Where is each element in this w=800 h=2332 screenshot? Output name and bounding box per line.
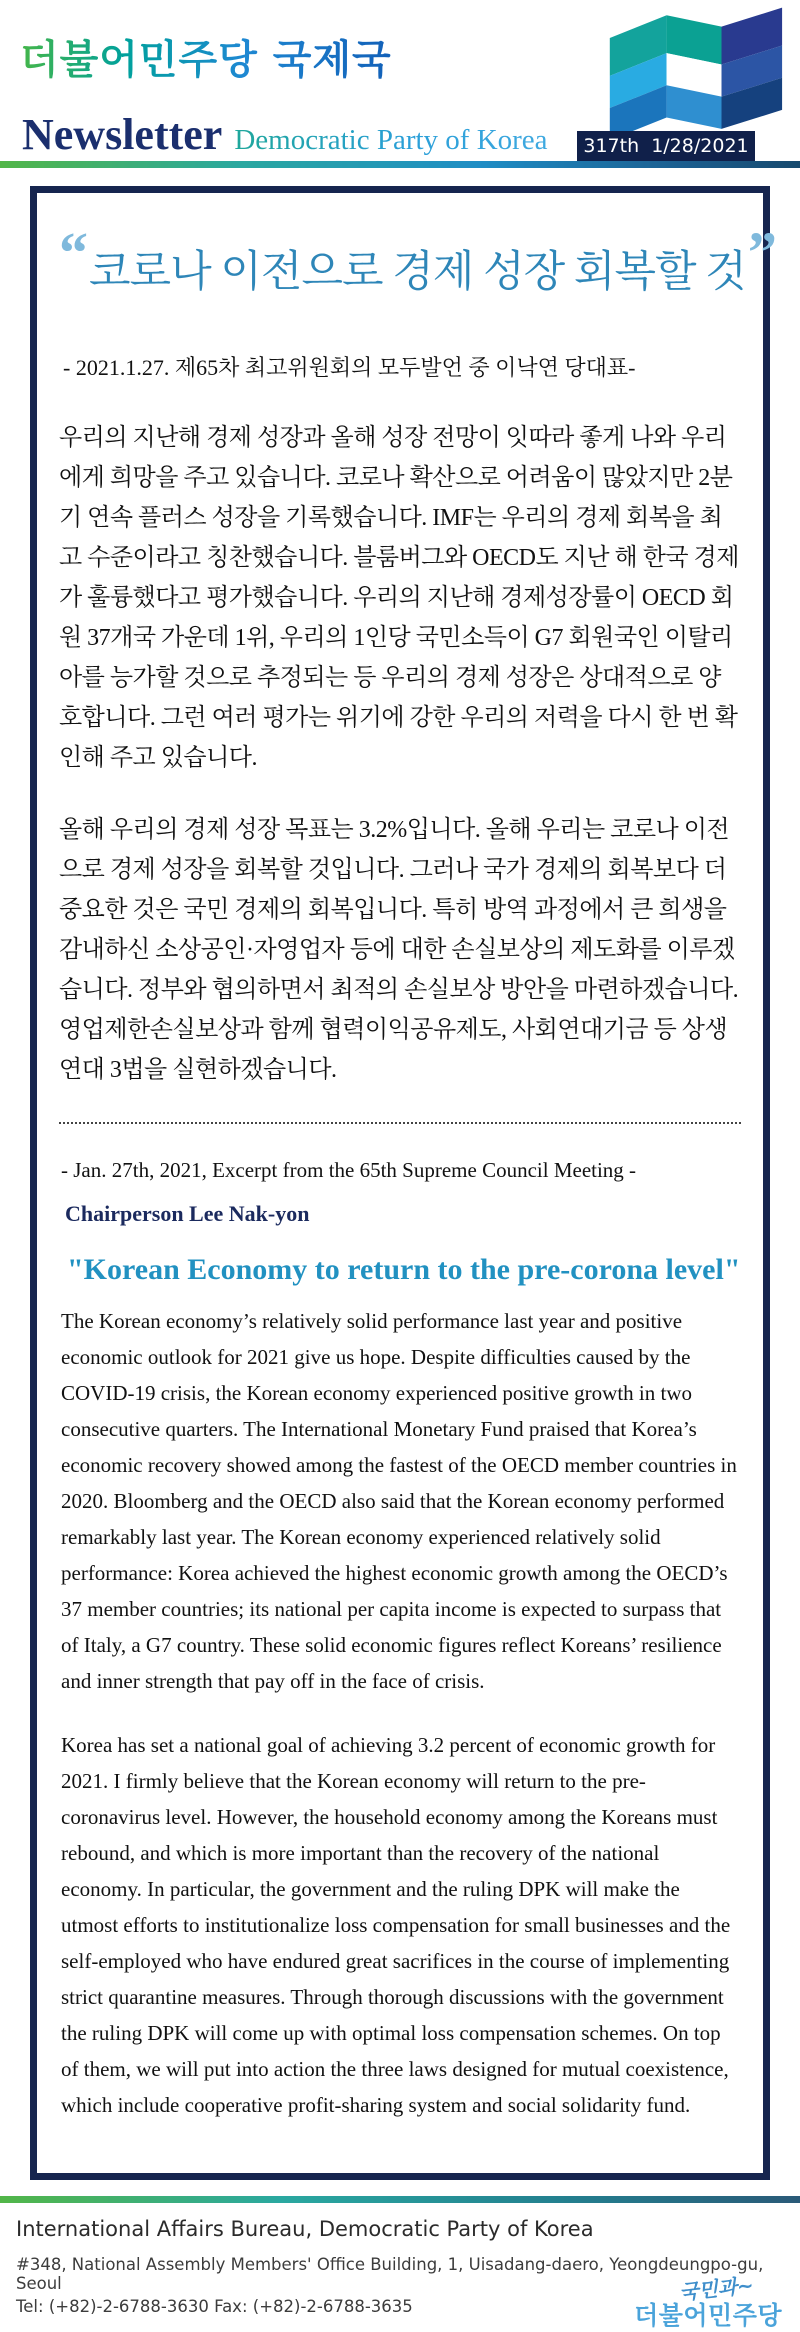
header: [0, 0, 800, 168]
newsletter-title: Newsletter: [22, 110, 223, 159]
footer-gradient-bar: [0, 2196, 800, 2203]
korean-source-line: - 2021.1.27. 제65차 최고위원회의 모두발언 중 이낙연 당대표-: [63, 355, 636, 380]
footer-address: #348, National Assembly Members' Office Building, 1, Uisadang-daero, Yeongdeungpo-gu, Seoul: [16, 2255, 764, 2293]
speaker-name: Chairperson Lee Nak-yon: [65, 1201, 310, 1226]
open-quote-mark: “: [59, 220, 87, 285]
org-title-english: Democratic Party of Korea: [234, 124, 548, 156]
party-slogan-script: 국민과~: [678, 2272, 755, 2305]
headline-english: "Korean Economy to return to the pre-corona level": [67, 1253, 741, 1286]
footer-bureau-name: International Affairs Bureau, Democratic Party of Korea: [16, 2217, 594, 2241]
korean-paragraph-1: 우리의 지난해 경제 성장과 올해 성장 전망이 잇따라 좋게 나와 우리에게 희망을 주고 있습니다. 코로나 확산으로 어려움이 많았지만 2분기 연속 플러스 성장을 기록했습니다. IMF는 우리의 경제 회복을 최고 수준이라고 칭찬했습니다. 블룸버그와 OECD도 지난 해 한국 경제가 훌륭했다고 평가했습니다. 우리의 지난해 경제성장률이 OECD 회원 37개국 가운데 1위, 우리의 1인당 국민소득이 G7 회원국인 이탈리아를 능가할 것으로 추정되는 등 우리의 경제 성장은 상대적으로 양호합니다. 그런 여러 평가는 위기에 강한 우리의 저력을 다시 한 번 확인해 주고 있습니다.: [59, 425, 739, 771]
headline-korean: [59, 220, 776, 303]
header-gradient-bar: [0, 161, 800, 168]
party-wordmark-logo: [634, 2272, 782, 2330]
newsletter-body-box: [30, 186, 776, 2180]
english-source-line: - Jan. 27th, 2021, Excerpt from the 65th Supreme Council Meeting -: [61, 1158, 637, 1182]
korean-paragraph-2: 올해 우리의 경제 성장 목표는 3.2%입니다. 올해 우리는 코로나 이전으로 경제 성장을 회복할 것입니다. 그러나 국가 경제의 회복보다 더 중요한 것은 국민 경제의 회복입니다. 특히 방역 과정에서 큰 희생을 감내하신 소상공인·자영업자 등에 대한 손실보상의 제도화를 이루겠습니다. 정부와 협의하면서 최적의 손실보상 방안을 마련하겠습니다. 영업제한손실보상과 함께 협력이익공유제도, 사회연대기금 등 상생연대 3법을 실현하겠습니다.: [59, 817, 739, 1083]
newsletter-title-row: [22, 109, 548, 160]
issue-badge: 317th 1/28/2021: [577, 131, 755, 162]
party-flag-logo-icon: [600, 2, 790, 144]
party-name-wordmark: 더불어민주당: [634, 2301, 782, 2330]
close-quote-mark: ”: [747, 220, 776, 285]
org-title-korean: 더불어민주당 국제국: [20, 28, 392, 85]
english-paragraph-2: Korea has set a national goal of achieving 3.2 percent of economic growth for 2021. I firmly believe that the Korean economy will return to the pre-coronavirus level. However, the household economy among the Koreans must rebound, and which is more important than the recovery of the national economy. In particular, the government and the ruling DPK will make the utmost efforts to institutionalize loss compensation for small businesses and the self-employed who have endured great sacrifices in the course of implementing strict quarantine measures. Through thorough discussions with the government the ruling DPK will come up with optimal loss compensation schemes. On top of them, we will put into action the three laws designed for mutual coexistence, which include cooperative profit-sharing system and social solidarity fund.: [61, 1733, 731, 2117]
footer: [0, 2196, 800, 2330]
headline-korean-text: 코로나 이전으로 경제 성장 회복할 것: [89, 249, 746, 296]
footer-tel-fax: Tel: (+82)-2-6788-3630 Fax: (+82)-2-6788-3635: [16, 2297, 413, 2316]
dotted-divider: [59, 1122, 741, 1124]
english-paragraph-1: The Korean economy’s relatively solid performance last year and positive economic outlook for 2021 give us hope. Despite difficulties caused by the COVID-19 crisis, the Korean economy experienced positive growth in two consecutive quarters. The International Monetary Fund praised that Korea’s economic recovery showed among the fastest of the OECD member countries in 2020. Bloomberg and the OECD also said that the Korean economy performed remarkably last year. The Korean economy experienced relatively solid performance: Korea achieved the highest economic growth among the OECD’s 37 member countries; its national per capita income is expected to surpass that of Italy, a G7 country. These solid economic figures reflect Koreans’ resilience and inner strength that pay off in the face of crisis.: [61, 1309, 737, 1693]
